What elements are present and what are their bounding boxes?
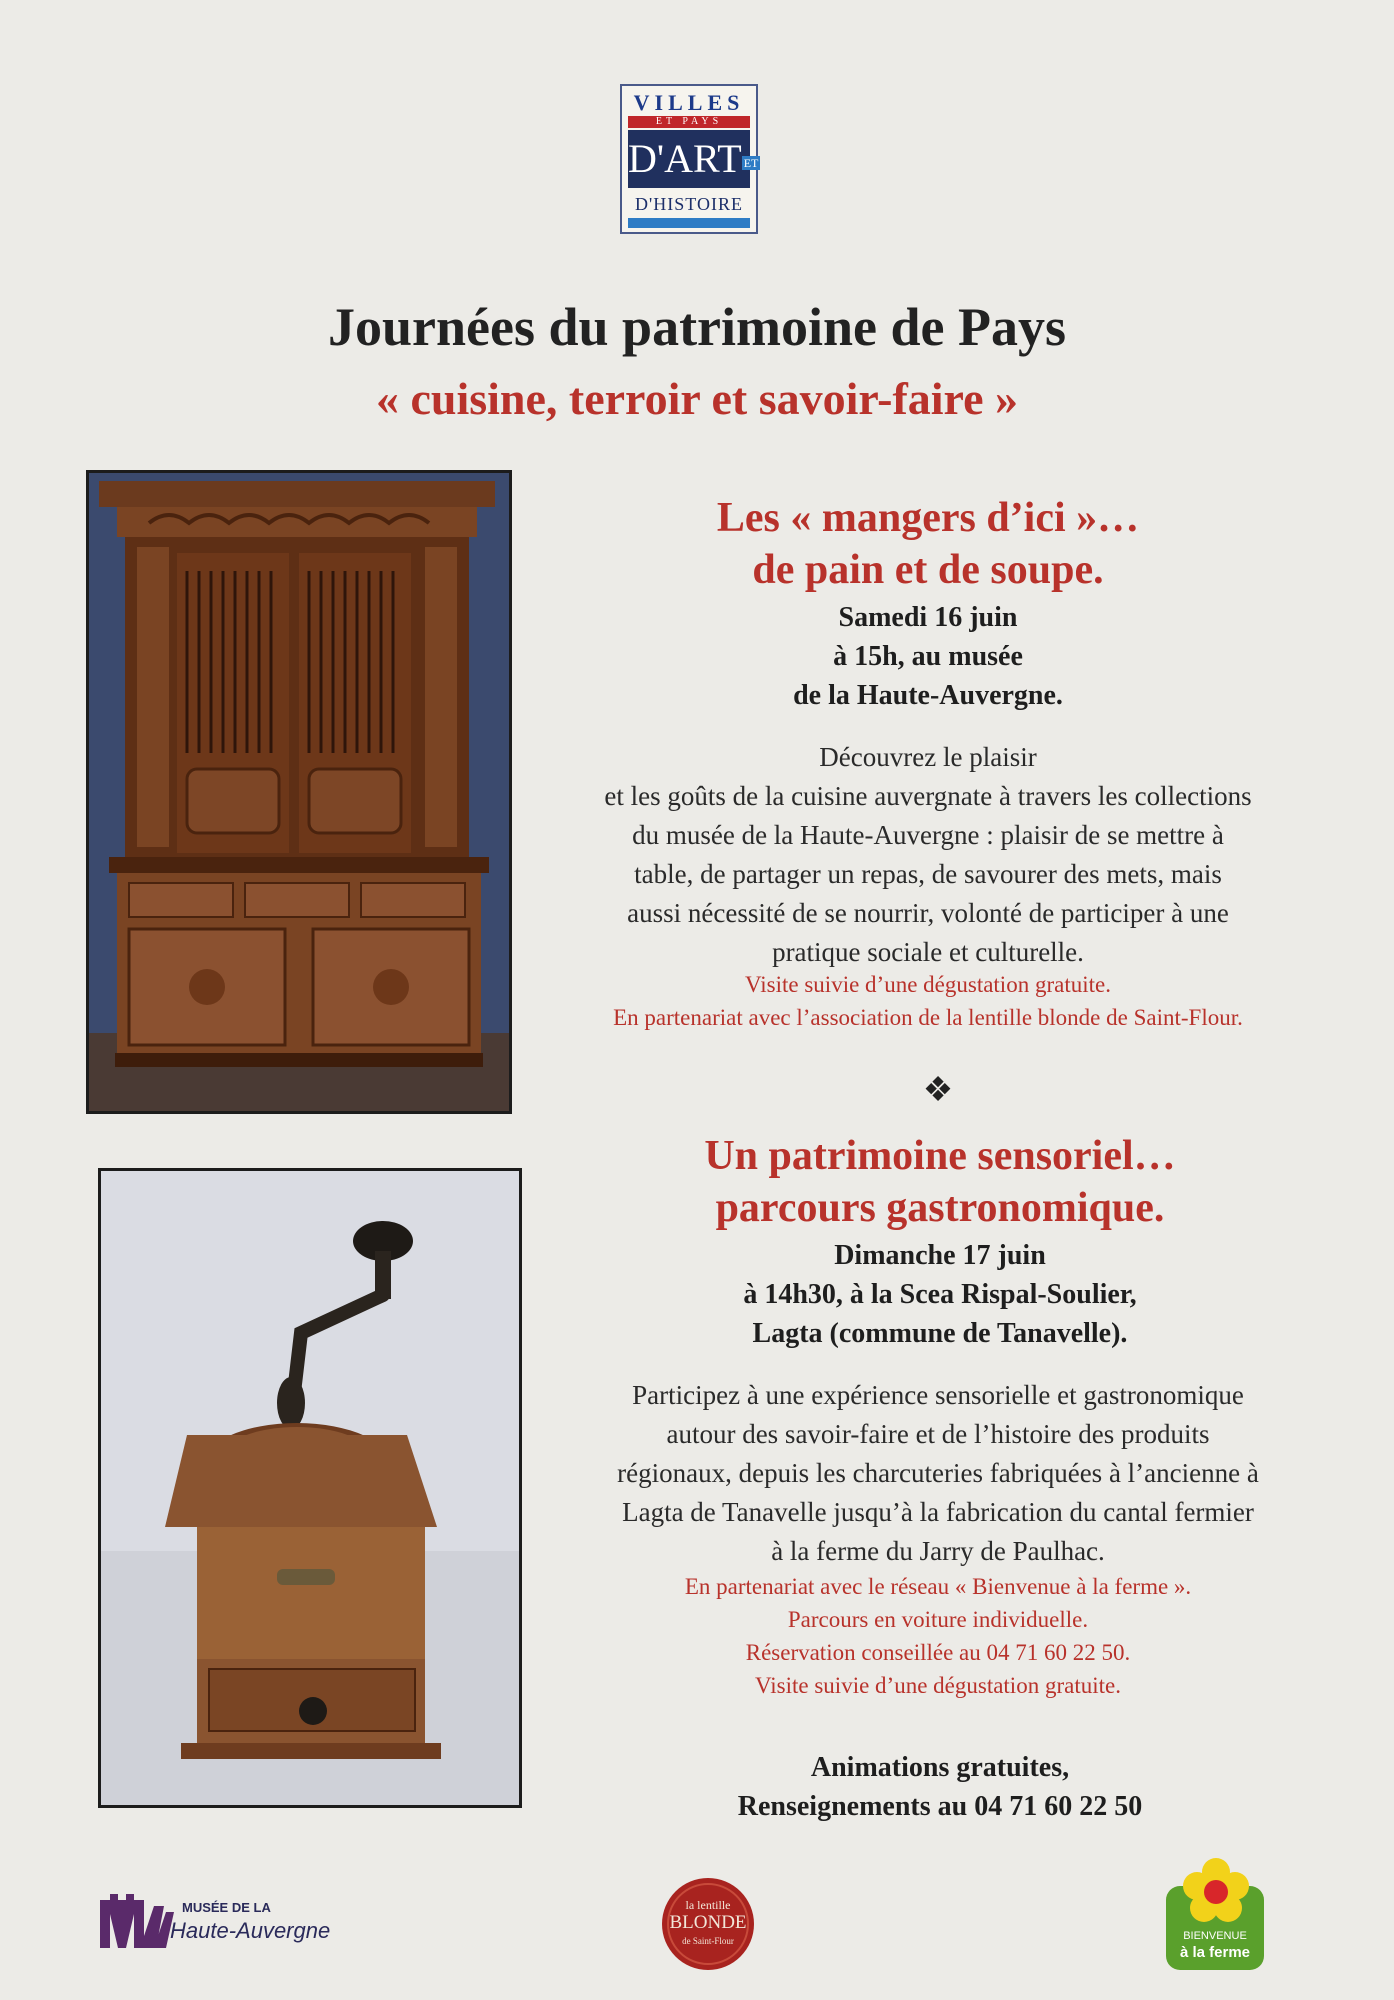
event1-note-line: Visite suivie d’une dégustation gratuite.: [745, 972, 1111, 997]
buffet-photo: [86, 470, 512, 1114]
lentille-logo-line1: la lentille: [685, 1898, 731, 1912]
page-subtitle: « cuisine, terroir et savoir-faire »: [375, 373, 1019, 424]
event2-desc-line: régionaux, depuis les charcuteries fabriquées à l’ancienne à: [617, 1458, 1259, 1488]
event2-info: [560, 1236, 1320, 1353]
event2-description: [540, 1376, 1336, 1571]
villes-et-pays-logo: [620, 84, 758, 234]
event2-title-line2: parcours gastronomique.: [715, 1185, 1165, 1231]
event1-desc-line: et les goûts de la cuisine auvergnate à travers les collections: [604, 781, 1252, 811]
event1-date: Samedi 16 juin: [838, 602, 1018, 633]
lentille-logo-line3: de Saint-Flour: [682, 1936, 734, 1946]
event2-desc-line: Participez à une expérience sensorielle et gastronomique: [632, 1380, 1244, 1410]
logo-line-dart: [628, 130, 759, 188]
footer-line1: Animations gratuites,: [810, 1752, 1070, 1783]
event2-title: [560, 1130, 1320, 1234]
buffet-illustration: [89, 473, 509, 1111]
event1-description: [530, 738, 1326, 972]
musee-logo-line1: MUSÉE DE LA: [182, 1900, 271, 1915]
event2-note-line: Visite suivie d’une dégustation gratuite.: [755, 1673, 1121, 1698]
event2-place: Lagta (commune de Tanavelle).: [752, 1318, 1128, 1349]
event1-desc-line: du musée de la Haute-Auvergne : plaisir de se mettre à: [632, 820, 1224, 850]
coffee-grinder-illustration: [101, 1171, 519, 1805]
event1-title: [540, 492, 1316, 596]
event1-notes: [530, 968, 1326, 1034]
bienvenue-a-la-ferme-logo: [1160, 1856, 1270, 1972]
logo-line-dhistoire: D'HISTOIRE: [635, 194, 743, 214]
musee-haute-auvergne-logo: [96, 1888, 356, 1958]
event2-note-line: Parcours en voiture individuelle.: [787, 1607, 1089, 1632]
event2-title-line1: Un patrimoine sensoriel…: [704, 1133, 1176, 1179]
event1-place: de la Haute-Auvergne.: [793, 680, 1063, 711]
event2-notes: [540, 1570, 1336, 1702]
footer-info: [560, 1748, 1320, 1826]
divider-ornament-icon: ❖: [922, 1072, 954, 1109]
event1-time-place: à 15h, au musée: [833, 641, 1023, 672]
event2-desc-line: à la ferme du Jarry de Paulhac.: [771, 1536, 1105, 1566]
event1-desc-line: pratique sociale et culturelle.: [772, 937, 1084, 967]
musee-m-icon: [96, 1892, 176, 1952]
event1-desc-line: aussi nécessité de se nourrir, volonté de participer à une: [627, 898, 1229, 928]
page-title: Journées du patrimoine de Pays: [327, 297, 1067, 357]
event1-title-line2: de pain et de soupe.: [752, 547, 1104, 593]
ferme-logo-line1: BIENVENUE: [1183, 1930, 1247, 1942]
event2-desc-line: autour des savoir-faire et de l’histoire des produits: [666, 1419, 1210, 1449]
event2-note-line: En partenariat avec le réseau « Bienvenue à la ferme ».: [684, 1574, 1192, 1599]
event1-info: [540, 598, 1316, 715]
logo-blue-band: [628, 218, 750, 228]
ferme-logo-line2: à la ferme: [1179, 1944, 1251, 1961]
event1-desc-line: table, de partager un repas, de savourer des mets, mais: [634, 859, 1222, 889]
coffee-grinder-photo: [98, 1168, 522, 1808]
event1-note-line: En partenariat avec l’association de la lentille blonde de Saint-Flour.: [613, 1005, 1243, 1030]
lentille-logo-line2: BLONDE: [669, 1912, 747, 1933]
lentille-blonde-logo: [656, 1872, 760, 1976]
logo-dart-text: D'ART: [628, 136, 742, 181]
logo-line-villes: VILLES: [633, 90, 745, 115]
event1-desc-line: Découvrez le plaisir: [819, 742, 1037, 772]
event2-time-place: à 14h30, à la Scea Rispal-Soulier,: [743, 1279, 1137, 1310]
logo-et-text: ET: [743, 155, 759, 170]
event2-note-line: Réservation conseillée au 04 71 60 22 50.: [745, 1640, 1131, 1665]
musee-logo-line2: Haute-Auvergne: [170, 1918, 331, 1943]
event2-date: Dimanche 17 juin: [834, 1240, 1046, 1271]
event2-desc-line: Lagta de Tanavelle jusqu’à la fabrication du cantal fermier: [622, 1497, 1254, 1527]
logo-line-et-pays: ET PAYS: [628, 116, 750, 128]
event1-title-line1: Les « mangers d’ici »…: [716, 495, 1140, 541]
footer-line2: Renseignements au 04 71 60 22 50: [737, 1791, 1143, 1822]
